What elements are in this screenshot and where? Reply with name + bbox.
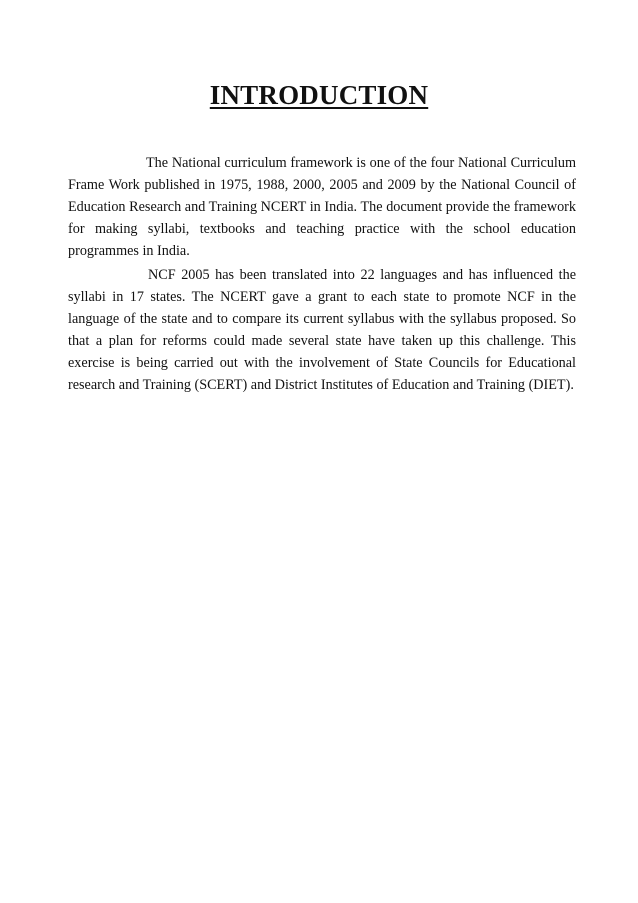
paragraph-2: NCF 2005 has been translated into 22 languages and has influenced the syllabi in 17 states. The NCERT gave a grant to each state to promote NCF in the language of the state and to compare its current syllabus with the syllabus proposed. So that a plan for reforms could made several state have taken up this challenge. This exercise is being carried out with the involvement of State Councils for Educational research and Training (SCERT) and District Institutes of Education and Training (DIET). [68, 267, 576, 393]
paragraph-1: The National curriculum framework is one of the four National Curriculum Frame Work published in 1975, 1988, 2000, 2005 and 2009 by the National Council of Education Research and Training NCERT in India. The document provide the framework for making syllabi, textbooks and teaching practice with the school education programmes in India. [68, 155, 576, 259]
page-title: INTRODUCTION [209, 80, 429, 110]
